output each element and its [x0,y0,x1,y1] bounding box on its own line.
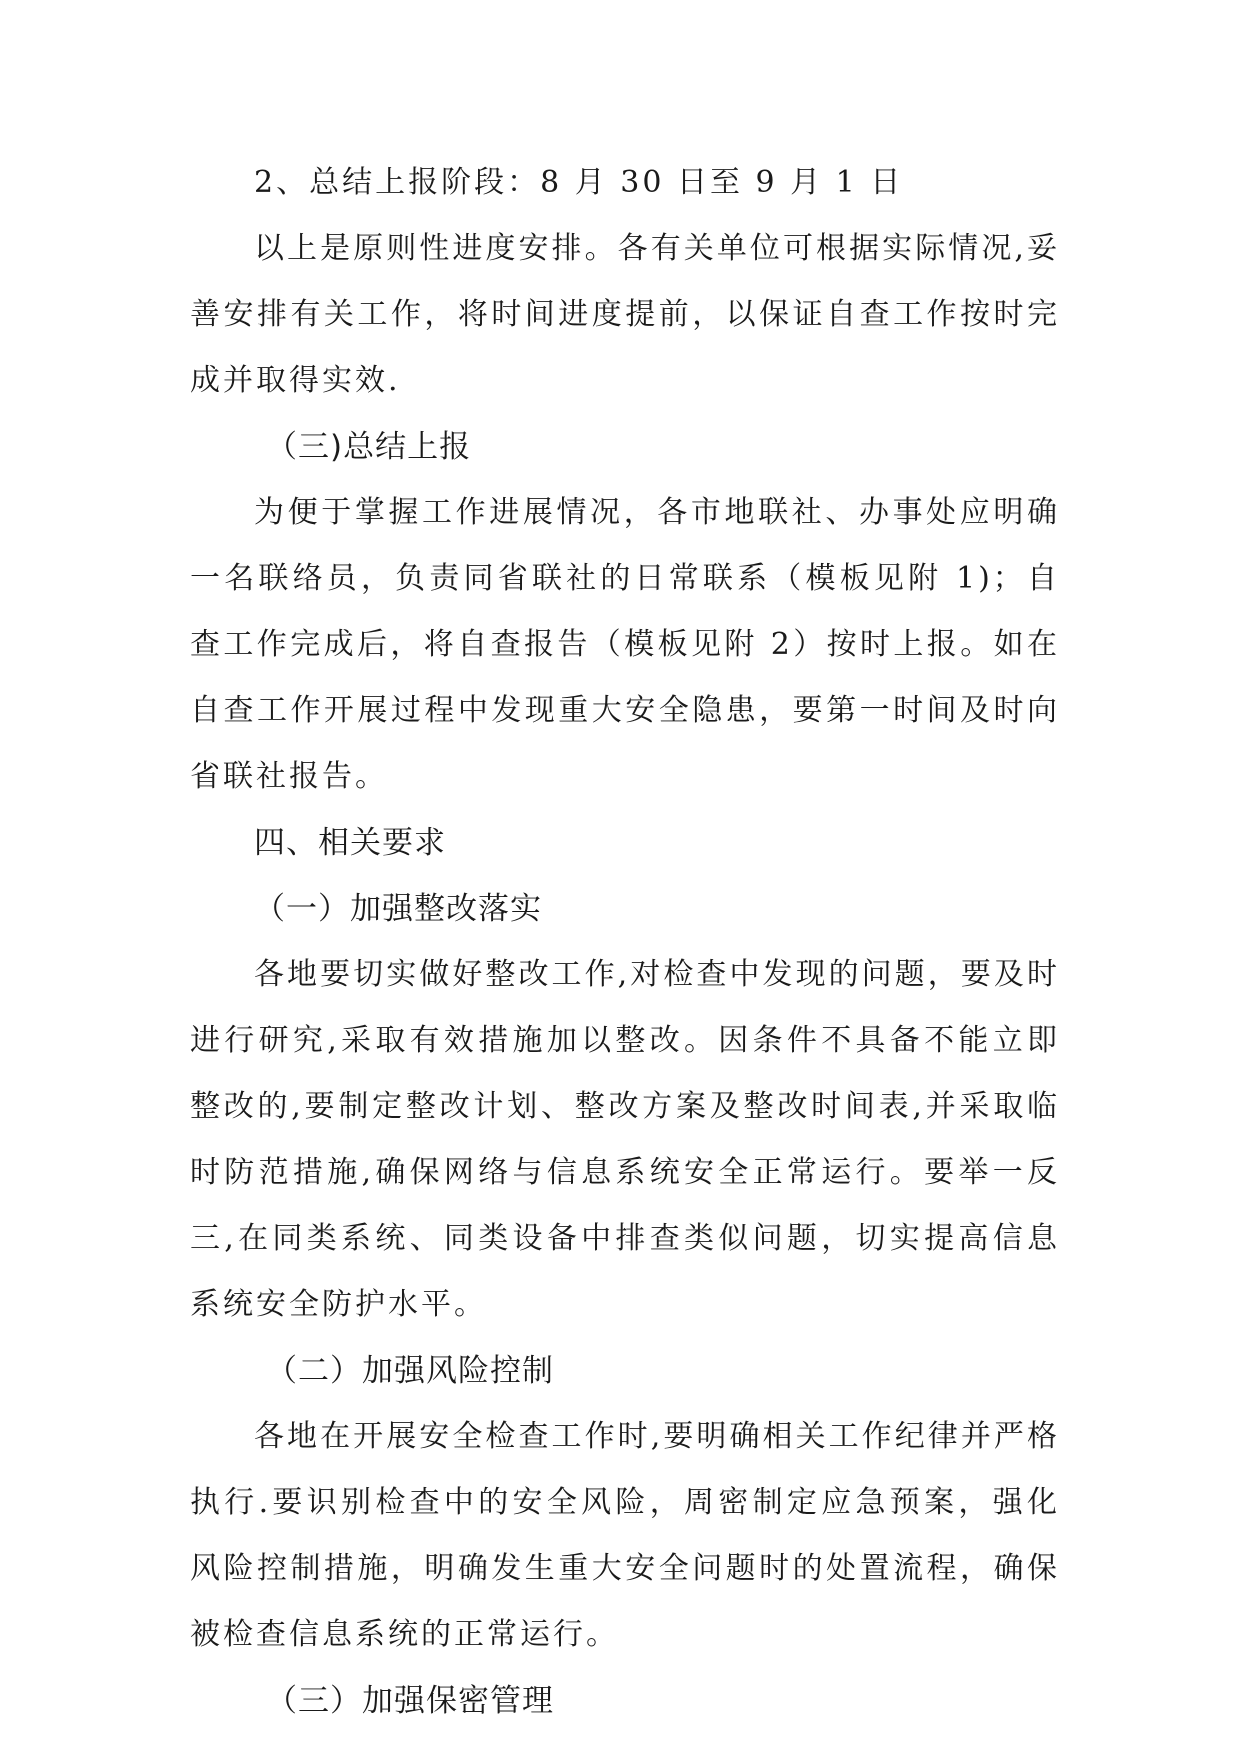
schedule-note: 以上是原则性进度安排。各有关单位可根据实际情况,妥善安排有关工作，将时间进度提前，以保证自查工作按时完成并取得实效. [190,231,1060,398]
heading-secrecy-management: （三）加强保密管理 [266,1683,554,1719]
risk-control-paragraph: 各地在开展安全检查工作时,要明确相关工作纪律并严格执行.要识别检查中的安全风险，周密制定应急预案，强化风险控制措施，明确发生重大安全问题时的处置流程，确保被检查信息系统的正常运行。 [190,1419,1060,1652]
summary-paragraph: 为便于掌握工作进展情况，各市地联社、办事处应明确一名联络员，负责同省联社的日常联系（模板见附 1)；自查工作完成后，将自查报告（模板见附 2）按时上报。如在自查工作开展过程中发现重大安全隐患，要第一时间及时向省联社报告。 [190,495,1060,794]
heading-summary-report: （三)总结上报 [266,429,472,465]
heading-risk-control: （二）加强风险控制 [266,1353,554,1389]
document-body [190,150,1060,1734]
stage-line: 2、总结上报阶段：8 月 30 日至 9 月 1 日 [254,165,904,200]
rectification-paragraph: 各地要切实做好整改工作,对检查中发现的问题，要及时进行研究,采取有效措施加以整改。因条件不具备不能立即整改的,要制定整改计划、整改方案及整改时间表,并采取临时防范措施,确保网络与信息系统安全正常运行。要举一反三,在同类系统、同类设备中排查类似问题，切实提高信息系统安全防护水平。 [190,957,1060,1322]
section-four-title: 四、相关要求 [254,825,446,861]
heading-rectification: （一）加强整改落实 [254,891,542,927]
